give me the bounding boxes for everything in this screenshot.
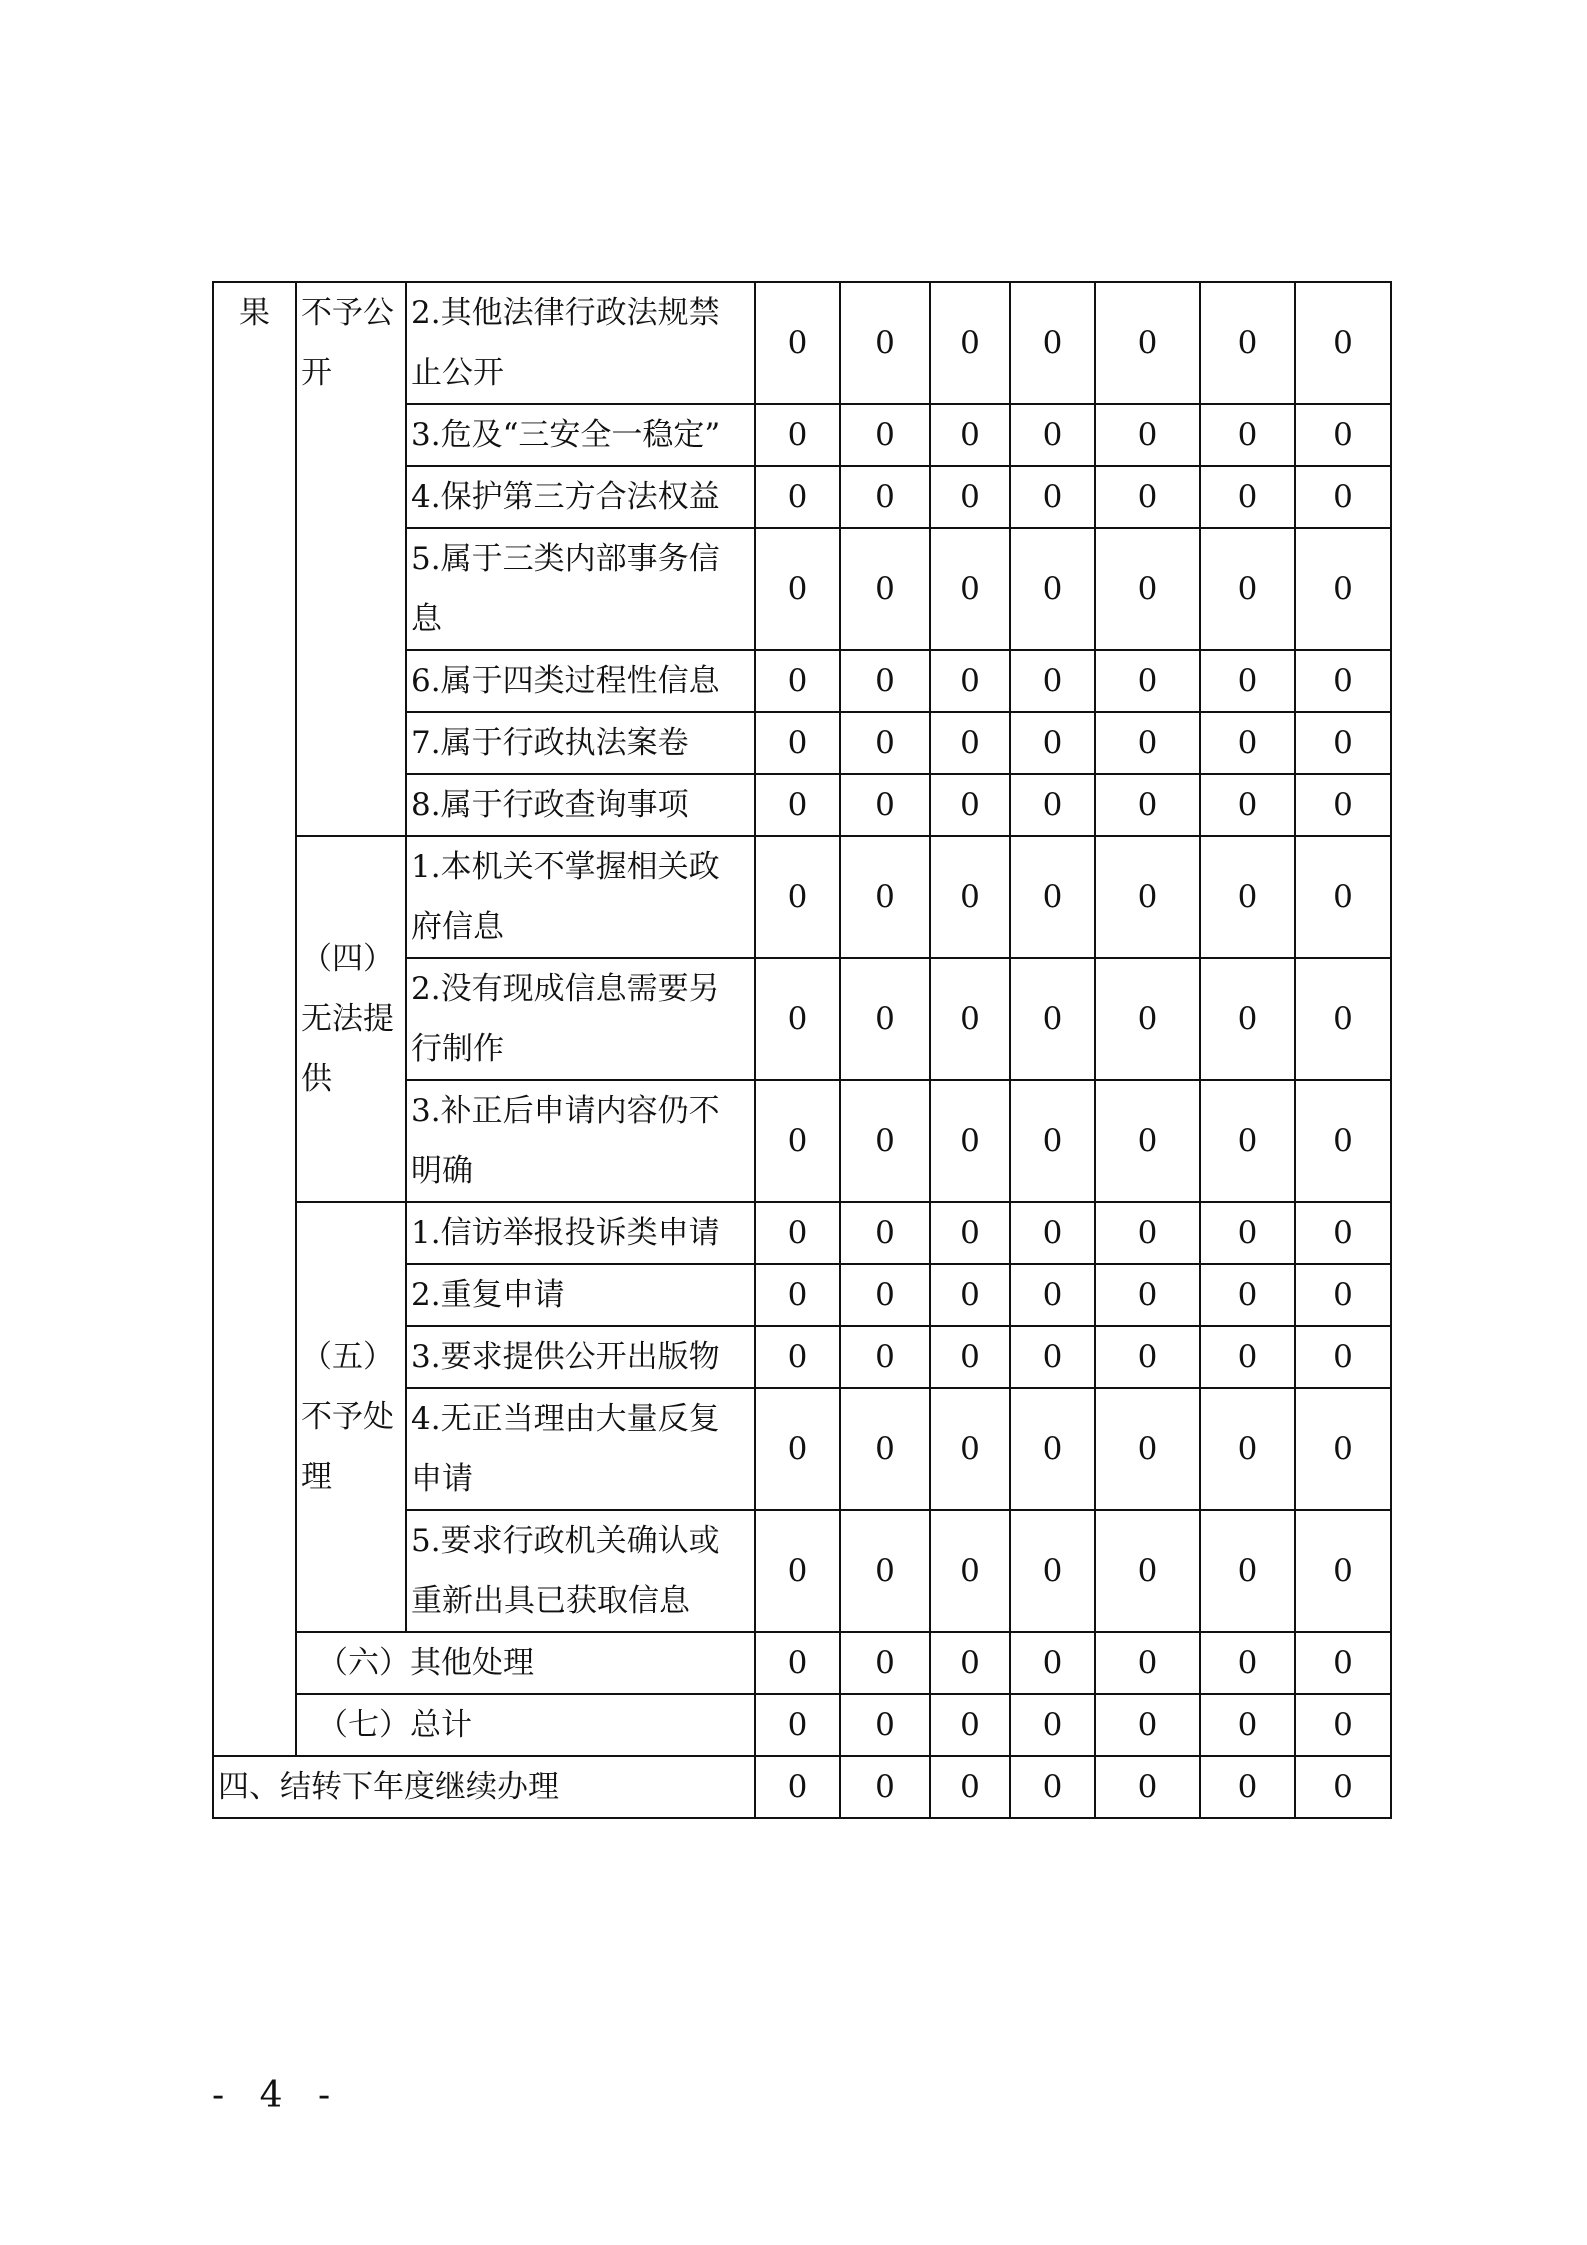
- value-cell: 0: [755, 1326, 840, 1388]
- row-label: 四、结转下年度继续办理: [213, 1756, 755, 1818]
- row-label: 3.危及“三安全一稳定”: [406, 404, 755, 466]
- value-cell: 0: [930, 1326, 1010, 1388]
- value-cell: 0: [930, 774, 1010, 836]
- value-cell: 0: [1200, 712, 1295, 774]
- row-label: 3.要求提供公开出版物: [406, 1326, 755, 1388]
- value-cell: 0: [1200, 1326, 1295, 1388]
- value-cell: 0: [1095, 1756, 1200, 1818]
- value-cell: 0: [755, 1388, 840, 1510]
- value-cell: 0: [1200, 1694, 1295, 1756]
- value-cell: 0: [840, 1510, 930, 1632]
- value-cell: 0: [1200, 282, 1295, 404]
- value-cell: 0: [1010, 774, 1095, 836]
- value-cell: 0: [755, 1510, 840, 1632]
- value-cell: 0: [1095, 1694, 1200, 1756]
- value-cell: 0: [1295, 1388, 1391, 1510]
- value-cell: 0: [1010, 1326, 1095, 1388]
- table-row: [213, 282, 1391, 404]
- value-cell: 0: [930, 528, 1010, 650]
- value-cell: 0: [930, 1632, 1010, 1694]
- value-cell: 0: [840, 404, 930, 466]
- table-row: [213, 1694, 1391, 1756]
- value-cell: 0: [1200, 1388, 1295, 1510]
- value-cell: 0: [840, 1632, 930, 1694]
- group-label: 不予公开: [296, 282, 406, 836]
- value-cell: 0: [930, 1264, 1010, 1326]
- value-cell: 0: [930, 1756, 1010, 1818]
- value-cell: 0: [840, 958, 930, 1080]
- value-cell: 0: [1010, 1632, 1095, 1694]
- value-cell: 0: [755, 466, 840, 528]
- value-cell: 0: [755, 774, 840, 836]
- value-cell: 0: [1095, 958, 1200, 1080]
- value-cell: 0: [840, 528, 930, 650]
- value-cell: 0: [755, 404, 840, 466]
- value-cell: 0: [840, 712, 930, 774]
- value-cell: 0: [1295, 1632, 1391, 1694]
- group-label: （四）无法提供: [296, 836, 406, 1202]
- value-cell: 0: [1010, 958, 1095, 1080]
- value-cell: 0: [755, 528, 840, 650]
- value-cell: 0: [1200, 1264, 1295, 1326]
- value-cell: 0: [1295, 466, 1391, 528]
- value-cell: 0: [755, 1202, 840, 1264]
- value-cell: 0: [1095, 650, 1200, 712]
- value-cell: 0: [1010, 650, 1095, 712]
- value-cell: 0: [930, 650, 1010, 712]
- value-cell: 0: [930, 404, 1010, 466]
- value-cell: 0: [1095, 1264, 1200, 1326]
- value-cell: 0: [930, 712, 1010, 774]
- value-cell: 0: [930, 836, 1010, 958]
- value-cell: 0: [840, 836, 930, 958]
- value-cell: 0: [755, 1264, 840, 1326]
- value-cell: 0: [1200, 1756, 1295, 1818]
- value-cell: 0: [1095, 1388, 1200, 1510]
- value-cell: 0: [1295, 282, 1391, 404]
- row-label: 3.补正后申请内容仍不明确: [406, 1080, 755, 1202]
- value-cell: 0: [1200, 958, 1295, 1080]
- value-cell: 0: [755, 1632, 840, 1694]
- value-cell: 0: [1095, 836, 1200, 958]
- value-cell: 0: [1200, 1632, 1295, 1694]
- value-cell: 0: [930, 282, 1010, 404]
- value-cell: 0: [1095, 1080, 1200, 1202]
- group-label: （五）不予处理: [296, 1202, 406, 1632]
- value-cell: 0: [1010, 1756, 1095, 1818]
- value-cell: 0: [1200, 774, 1295, 836]
- row-label: 2.其他法律行政法规禁止公开: [406, 282, 755, 404]
- value-cell: 0: [1295, 712, 1391, 774]
- value-cell: 0: [1010, 1202, 1095, 1264]
- value-cell: 0: [840, 1202, 930, 1264]
- value-cell: 0: [930, 1388, 1010, 1510]
- value-cell: 0: [930, 1694, 1010, 1756]
- value-cell: 0: [755, 282, 840, 404]
- row-label: （六）其他处理: [296, 1632, 755, 1694]
- value-cell: 0: [1295, 650, 1391, 712]
- value-cell: 0: [840, 1080, 930, 1202]
- value-cell: 0: [1200, 466, 1295, 528]
- value-cell: 0: [1295, 1510, 1391, 1632]
- row-label: 2.没有现成信息需要另行制作: [406, 958, 755, 1080]
- value-cell: 0: [1295, 404, 1391, 466]
- value-cell: 0: [1010, 282, 1095, 404]
- value-cell: 0: [1010, 466, 1095, 528]
- row-label: 2.重复申请: [406, 1264, 755, 1326]
- value-cell: 0: [930, 1202, 1010, 1264]
- value-cell: 0: [840, 466, 930, 528]
- value-cell: 0: [930, 466, 1010, 528]
- value-cell: 0: [1095, 404, 1200, 466]
- value-cell: 0: [1200, 836, 1295, 958]
- value-cell: 0: [1010, 1510, 1095, 1632]
- value-cell: 0: [1295, 1080, 1391, 1202]
- row-label: 6.属于四类过程性信息: [406, 650, 755, 712]
- outer-label: 果: [213, 282, 296, 1756]
- table-row: [213, 1756, 1391, 1818]
- value-cell: 0: [1200, 1080, 1295, 1202]
- value-cell: 0: [755, 836, 840, 958]
- value-cell: 0: [1095, 774, 1200, 836]
- value-cell: 0: [1095, 1326, 1200, 1388]
- row-label: 4.保护第三方合法权益: [406, 466, 755, 528]
- stats-table: [212, 281, 1392, 1819]
- value-cell: 0: [1010, 836, 1095, 958]
- value-cell: 0: [1095, 1202, 1200, 1264]
- value-cell: 0: [1095, 1510, 1200, 1632]
- value-cell: 0: [1095, 466, 1200, 528]
- value-cell: 0: [840, 1756, 930, 1818]
- value-cell: 0: [755, 958, 840, 1080]
- value-cell: 0: [1295, 958, 1391, 1080]
- value-cell: 0: [1010, 1694, 1095, 1756]
- row-label: 5.要求行政机关确认或重新出具已获取信息: [406, 1510, 755, 1632]
- value-cell: 0: [755, 650, 840, 712]
- value-cell: 0: [1295, 1326, 1391, 1388]
- row-label: 1.本机关不掌握相关政府信息: [406, 836, 755, 958]
- value-cell: 0: [1095, 282, 1200, 404]
- value-cell: 0: [755, 1756, 840, 1818]
- value-cell: 0: [1095, 1632, 1200, 1694]
- value-cell: 0: [1010, 1388, 1095, 1510]
- row-label: 4.无正当理由大量反复申请: [406, 1388, 755, 1510]
- row-label: 8.属于行政查询事项: [406, 774, 755, 836]
- value-cell: 0: [1295, 1694, 1391, 1756]
- value-cell: 0: [840, 1264, 930, 1326]
- value-cell: 0: [1295, 1202, 1391, 1264]
- value-cell: 0: [930, 1510, 1010, 1632]
- value-cell: 0: [755, 1694, 840, 1756]
- value-cell: 0: [1095, 528, 1200, 650]
- value-cell: 0: [1010, 1080, 1095, 1202]
- value-cell: 0: [1200, 1510, 1295, 1632]
- value-cell: 0: [1200, 650, 1295, 712]
- value-cell: 0: [840, 650, 930, 712]
- row-label: 7.属于行政执法案卷: [406, 712, 755, 774]
- value-cell: 0: [755, 1080, 840, 1202]
- row-label: 5.属于三类内部事务信息: [406, 528, 755, 650]
- value-cell: 0: [1295, 528, 1391, 650]
- value-cell: 0: [1295, 836, 1391, 958]
- value-cell: 0: [1200, 1202, 1295, 1264]
- row-label: 1.信访举报投诉类申请: [406, 1202, 755, 1264]
- value-cell: 0: [1010, 404, 1095, 466]
- value-cell: 0: [840, 1326, 930, 1388]
- value-cell: 0: [1010, 1264, 1095, 1326]
- value-cell: 0: [930, 958, 1010, 1080]
- value-cell: 0: [840, 282, 930, 404]
- table-row: [213, 836, 1391, 958]
- value-cell: 0: [755, 712, 840, 774]
- row-label: （七）总计: [296, 1694, 755, 1756]
- value-cell: 0: [1295, 1756, 1391, 1818]
- value-cell: 0: [1095, 712, 1200, 774]
- value-cell: 0: [840, 1388, 930, 1510]
- page-number: - 4 -: [212, 2075, 343, 2116]
- table-row: [213, 1202, 1391, 1264]
- value-cell: 0: [1010, 712, 1095, 774]
- value-cell: 0: [1295, 1264, 1391, 1326]
- table-row: [213, 1632, 1391, 1694]
- value-cell: 0: [840, 774, 930, 836]
- value-cell: 0: [840, 1694, 930, 1756]
- value-cell: 0: [1295, 774, 1391, 836]
- value-cell: 0: [1010, 528, 1095, 650]
- value-cell: 0: [930, 1080, 1010, 1202]
- value-cell: 0: [1200, 528, 1295, 650]
- value-cell: 0: [1200, 404, 1295, 466]
